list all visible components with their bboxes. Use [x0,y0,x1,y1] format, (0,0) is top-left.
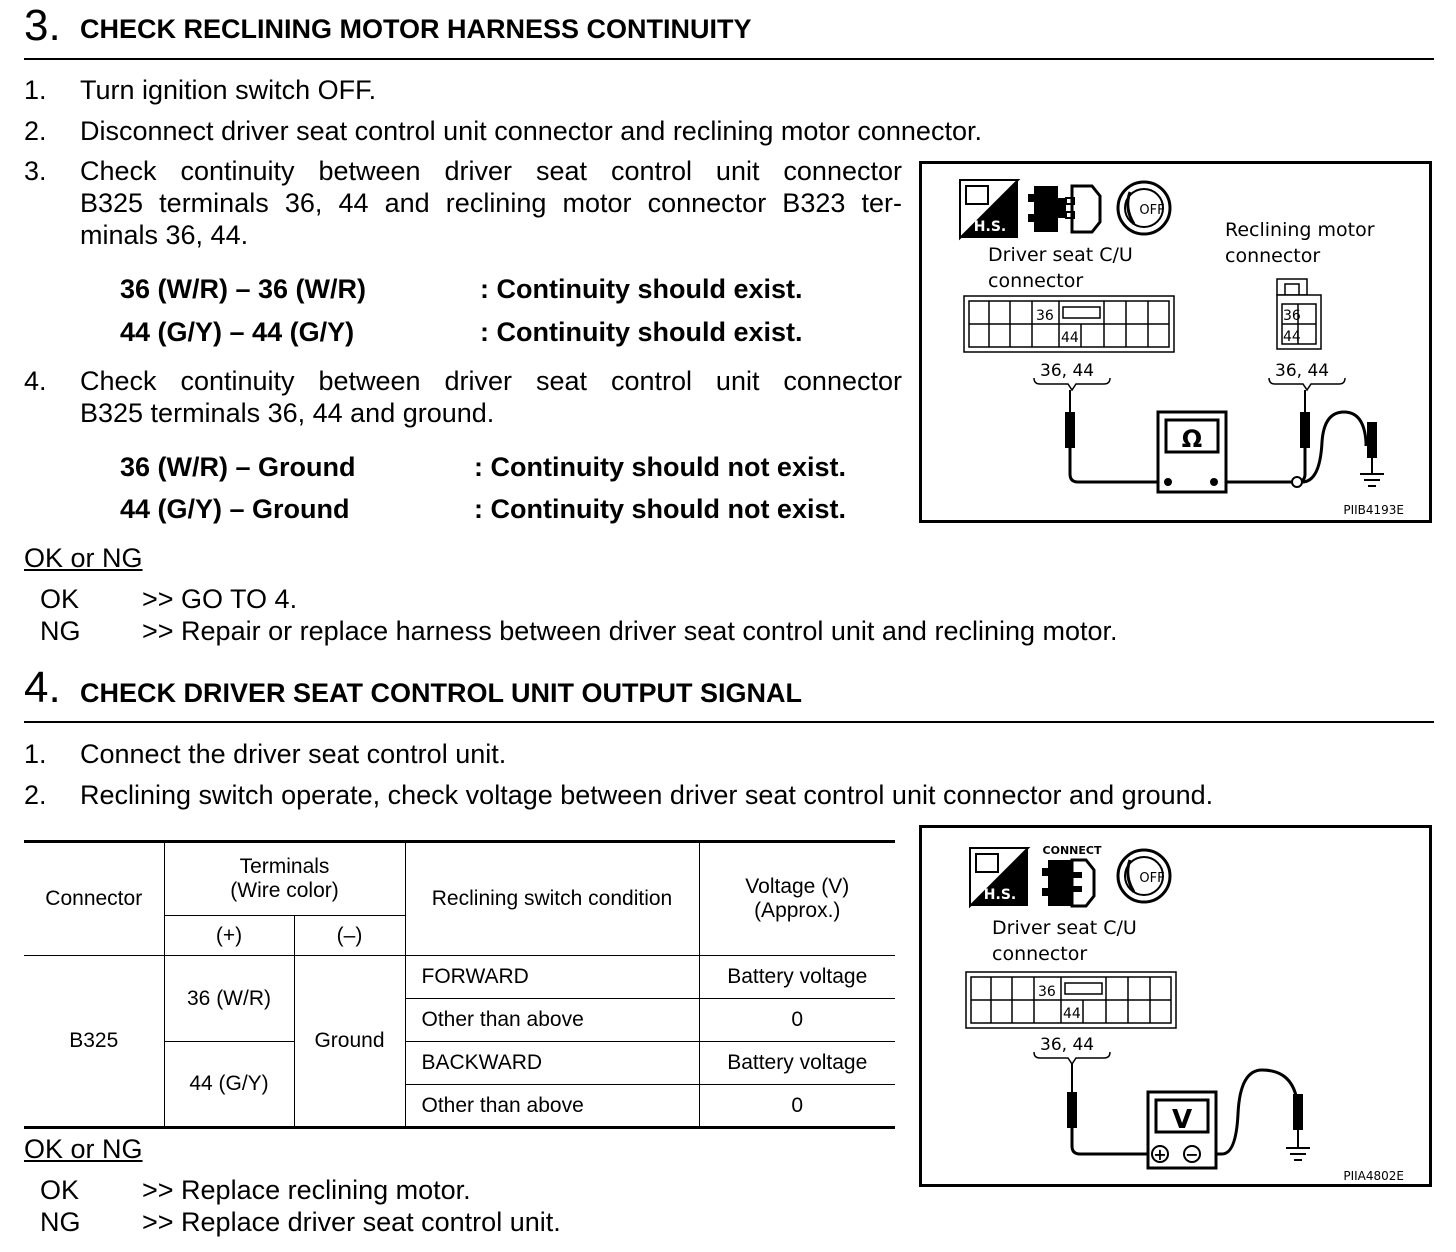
terminal-label: 36, 44 [1275,361,1330,381]
terminal-label: 36, 44 [1040,361,1095,381]
step-number: 2. [24,116,47,146]
hs-label: H.S. [983,887,1017,903]
ground-icon [1286,1148,1310,1160]
step-text-line: B325 terminals 36, 44 and ground. [80,398,495,428]
step-text-line: minals 36, 44. [80,220,249,250]
cell-connector: B325 [24,956,164,1128]
ok-ng-heading: OK or NG [24,1134,143,1164]
pin-label: 44 [1061,330,1079,346]
header-minus: (–) [294,916,405,956]
cu-connector-face [964,296,1174,352]
check-pair: 36 (W/R) – Ground [120,452,356,482]
pin-label: 44 [1063,1006,1081,1022]
cell-condition: FORWARD [405,956,699,999]
header-voltage-line: (Approx.) [754,899,841,922]
terminal-label: 36, 44 [1040,1035,1095,1055]
ground-icon [1360,474,1384,486]
hs-label: H.S. [973,219,1007,235]
figure-id: PIIA4802E [1343,1169,1404,1183]
check-pair: 44 (G/Y) – 44 (G/Y) [120,317,355,347]
cu-connector-label: connector [988,270,1084,292]
cell-condition: Other than above [405,1085,699,1128]
off-label: OFF [1139,871,1165,886]
voltage-diagram [919,825,1432,1187]
ok-action: >> GO TO 4. [142,584,298,614]
harness-side-icon [960,180,1018,238]
cu-connector-face [966,972,1176,1028]
ok-action: >> Replace reclining motor. [142,1175,471,1205]
ok-ng-heading: OK or NG [24,543,143,573]
step-number: 3. [24,156,47,186]
voltage-spec-table [24,840,895,1129]
pin-label: 36 [1283,308,1301,324]
check-result: : Continuity should exist. [480,274,803,304]
ng-action: >> Replace driver seat control unit. [142,1207,561,1237]
ng-action: >> Repair or replace harness between driver seat control unit and reclining motor. [142,616,1118,646]
cell-terminal-plus: 36 (W/R) [164,956,294,1042]
step-text-line: Check continuity between driver seat control unit connector [80,366,902,396]
step-text: Reclining switch operate, check voltage between driver seat control unit connector and ground. [80,780,1214,810]
step-number: 4. [24,366,47,396]
cell-voltage: Battery voltage [699,956,895,999]
cell-condition: Other than above [405,999,699,1042]
ng-label: NG [40,1207,81,1237]
meter-symbol: V [1171,1105,1193,1135]
plus-terminal: + [1153,1145,1167,1164]
pin-label: 44 [1283,329,1301,345]
step-text: Turn ignition switch OFF. [80,75,377,105]
connect-label: CONNECT [1042,844,1102,857]
step-number: 1. [24,75,47,105]
motor-connector-face [1277,279,1321,349]
ok-label: OK [40,584,80,614]
check-pair: 36 (W/R) – 36 (W/R) [120,274,367,304]
cu-connector-label: Driver seat C/U [992,917,1137,939]
pin-label: 36 [1036,308,1054,324]
meter-symbol: Ω [1181,425,1203,453]
header-connector: Connector [24,842,164,956]
cu-connector-label: Driver seat C/U [988,244,1133,266]
check-result: : Continuity should not exist. [474,452,846,482]
header-voltage [699,842,895,956]
cell-condition: BACKWARD [405,1042,699,1085]
step-text-line: B325 terminals 36, 44 and reclining motor connector B323 ter- [80,188,902,218]
check-pair: 44 (G/Y) – Ground [120,494,350,524]
section-4-number: 4. [24,663,61,712]
step-number: 2. [24,780,47,810]
ohmmeter-icon [1158,412,1226,492]
check-result: : Continuity should exist. [480,317,803,347]
ignition-key-off-icon [1118,182,1170,234]
off-label: OFF [1139,203,1165,218]
cell-voltage: 0 [699,1085,895,1128]
pin-label: 36 [1038,984,1056,1000]
section-3-title: CHECK RECLINING MOTOR HARNESS CONTINUITY [80,14,752,44]
figure-id: PIIB4193E [1343,503,1404,517]
ignition-key-off-icon [1118,850,1170,902]
header-condition: Reclining switch condition [405,842,699,956]
section-4-rule [24,721,1434,723]
cell-voltage: 0 [699,999,895,1042]
motor-connector-label: Reclining motor [1225,219,1375,241]
section-3-rule [24,58,1434,60]
connector-disconnected-icon [1028,186,1100,232]
header-terminals-line: (Wire color) [230,879,339,902]
section-3-number: 3. [24,1,61,50]
header-voltage-line: Voltage (V) [745,875,850,898]
step-number: 1. [24,739,47,769]
harness-side-icon [970,848,1028,906]
check-result: : Continuity should not exist. [474,494,846,524]
cell-terminal-minus: Ground [294,956,405,1128]
header-plus: (+) [164,916,294,956]
header-terminals-line: Terminals [239,855,330,878]
table-row [24,956,895,999]
step-text: Connect the driver seat control unit. [80,739,507,769]
continuity-diagram [919,161,1432,523]
cu-connector-label: connector [992,943,1088,965]
step-text-line: Check continuity between driver seat control unit connector [80,156,902,186]
cell-voltage: Battery voltage [699,1042,895,1085]
section-4-title: CHECK DRIVER SEAT CONTROL UNIT OUTPUT SIGNAL [80,678,803,708]
voltmeter-icon [1148,1092,1216,1168]
cell-terminal-plus: 44 (G/Y) [164,1042,294,1128]
connector-connected-icon [1042,844,1102,906]
header-terminals [164,842,405,916]
minus-terminal: − [1185,1145,1199,1164]
motor-connector-label: connector [1225,245,1321,267]
ng-label: NG [40,616,81,646]
step-text: Disconnect driver seat control unit connector and reclining motor connector. [80,116,982,146]
ok-label: OK [40,1175,80,1205]
